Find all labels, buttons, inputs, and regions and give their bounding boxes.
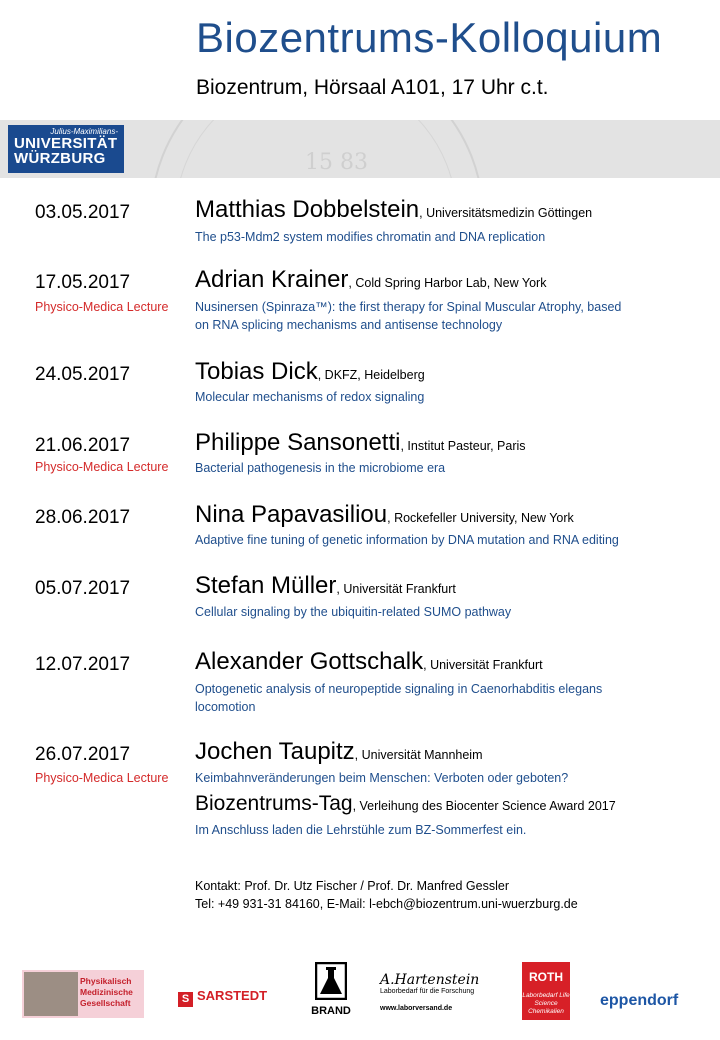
event-date: 24.05.2017 [35,364,131,385]
hartenstein-url: www.laborversand.de [380,1005,453,1012]
hartenstein-name: A.Hartenstein [380,972,480,988]
event-date: 26.07.2017 [35,744,131,765]
sarstedt-name: SARSTEDT [197,988,268,1003]
page-subtitle: Biozentrum, Hörsaal A101, 17 Uhr c.t. [196,76,549,99]
speaker-affiliation: , Institut Pasteur, Paris [400,439,526,453]
speaker-affiliation: , Rockefeller University, New York [387,511,574,525]
event-speaker [195,266,546,294]
event-speaker [195,738,483,766]
event-speaker [195,648,543,676]
roth-name: ROTH [529,970,563,984]
bz-tag-description: , Verleihung des Biocenter Science Award 2017 [352,799,616,813]
speaker-name: Jochen Taupitz [195,738,355,765]
eppendorf-logo: eppendorf [600,992,679,1009]
contact-details: Tel: +49 931-31 84160, E-Mail: l-ebch@biozentrum.uni-wuerzburg.de [195,897,578,911]
speaker-name: Stefan Müller [195,572,337,599]
speaker-affiliation: , Universität Frankfurt [423,658,543,672]
talk-title: Keimbahnveränderungen beim Menschen: Verboten oder geboten? [195,771,569,785]
speaker-name: Adrian Krainer [195,266,349,293]
event-date: 12.07.2017 [35,654,131,675]
event-date: 03.05.2017 [35,202,131,223]
event-date: 21.06.2017 [35,435,131,456]
event-speaker [195,196,592,224]
event-date: 17.05.2017 [35,272,131,293]
speaker-affiliation: , Universität Mannheim [354,748,483,762]
logo-line-2: UNIVERSITÄT [14,135,118,152]
speaker-affiliation: , DKFZ, Heidelberg [317,368,425,382]
hartenstein-logo [380,972,500,1012]
bz-tag-name: Biozentrums-Tag [195,792,353,815]
talk-title: Molecular mechanisms of redox signaling [195,390,425,404]
logo-line-3: WÜRZBURG [14,150,106,167]
event-speaker [195,501,574,529]
event-speaker [195,429,526,457]
page-title: Biozentrums-Kolloquium [196,14,663,61]
contact-persons: Kontakt: Prof. Dr. Utz Fischer / Prof. Dr. Manfred Gessler [195,879,509,893]
pmg-photo [24,972,78,1016]
flask-icon [315,962,347,1000]
speaker-affiliation: , Universitätsmedizin Göttingen [419,206,593,220]
brand-name: BRAND [311,1005,351,1017]
talk-title: Nusinersen (Spinraza™): the first therapy for Spinal Muscular Atrophy, based on RNA splicing mechanisms and antisense technology [195,300,622,332]
speaker-affiliation: , Cold Spring Harbor Lab, New York [348,276,547,290]
bz-tag-note: Im Anschluss laden die Lehrstühle zum BZ-Sommerfest ein. [195,823,527,837]
sponsor-logos [0,960,720,1030]
speaker-name: Matthias Dobbelstein [195,196,420,223]
sarstedt-icon: S [178,992,193,1007]
seal-year: 15 83 [305,150,368,175]
contact-block [195,877,578,913]
university-logo [8,125,124,173]
event-date: 28.06.2017 [35,507,131,528]
speaker-name: Philippe Sansonetti [195,429,401,456]
lecture-label: Physico-Medica Lecture [35,300,169,314]
talk-title: Cellular signaling by the ubiquitin-related SUMO pathway [195,605,512,619]
speaker-name: Tobias Dick [195,358,318,385]
bz-tag-heading [195,792,616,816]
sarstedt-logo [178,988,267,1007]
logo-line-1: Julius-Maximilians- [50,127,118,136]
roth-slogan: Laborbedarf Life Science Chemikalien [522,992,570,1015]
hartenstein-slogan: Laborbedarf für die Forschung [380,988,475,995]
talk-title: The p53-Mdm2 system modifies chromatin and DNA replication [195,230,546,244]
pmg-logo [22,970,144,1018]
talk-title: Adaptive fine tuning of genetic information by DNA mutation and RNA editing [195,533,619,547]
talk-title: Optogenetic analysis of neuropeptide signaling in Caenorhabditis elegans locomotion [195,682,603,714]
roth-logo [522,962,570,1020]
event-date: 05.07.2017 [35,578,131,599]
pmg-name: Physikalisch Medizinische Gesellschaft [80,976,133,1008]
talk-title: Bacterial pathogenesis in the microbiome era [195,461,446,475]
speaker-affiliation: , Universität Frankfurt [336,582,456,596]
brand-logo [308,962,354,1017]
lecture-label: Physico-Medica Lecture [35,771,169,785]
event-speaker [195,572,456,600]
speaker-name: Nina Papavasiliou [195,501,388,528]
lecture-label: Physico-Medica Lecture [35,460,169,474]
speaker-name: Alexander Gottschalk [195,648,424,675]
event-speaker [195,358,425,386]
